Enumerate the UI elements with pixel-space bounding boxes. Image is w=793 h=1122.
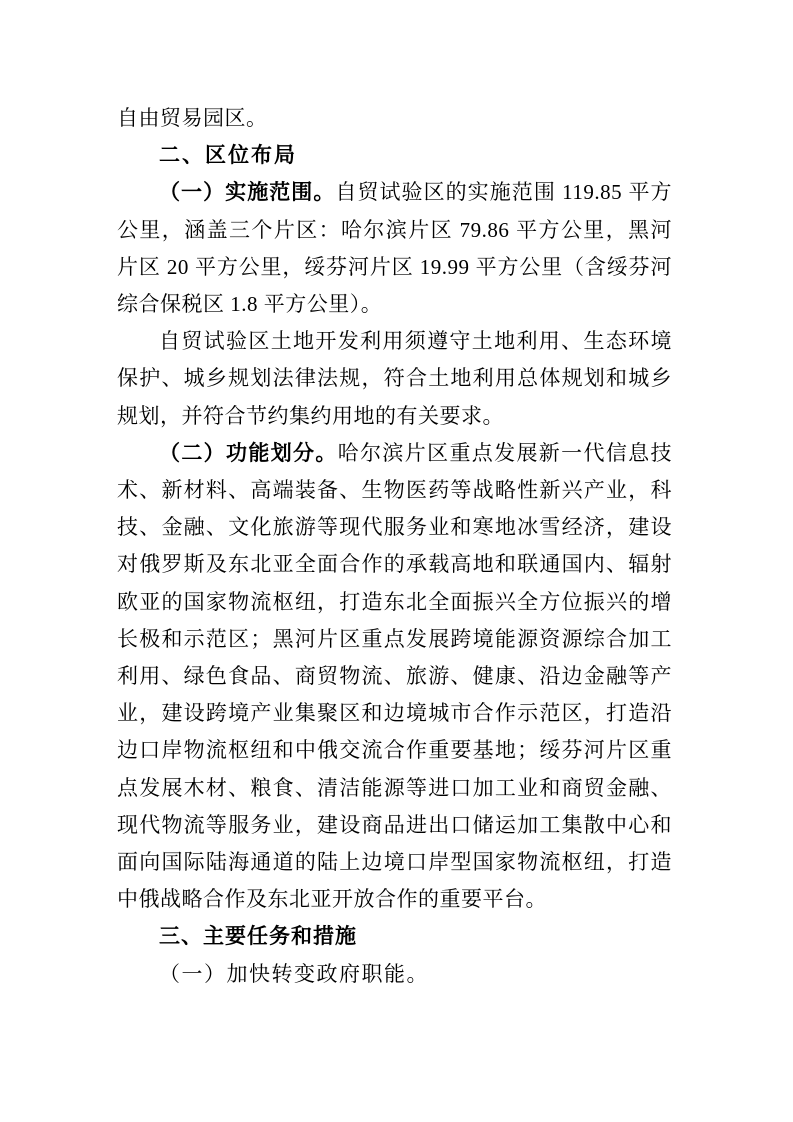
paragraph-lead-implementation-scope: （一）实施范围。 bbox=[159, 180, 336, 205]
paragraph-text-implementation-scope: 自贸试验区的实施范围 119.85 平方公里，涵盖三个片区：哈尔滨片区 79.86 平方公里，黑河片区 20 平方公里，绥芬河片区 19.99 平方公里（含绥芬河综合保税区 1.8 平方公里）。 bbox=[117, 180, 672, 317]
paragraph-continuation: 自由贸易园区。 bbox=[117, 106, 268, 130]
document-body bbox=[117, 100, 672, 993]
paragraph-text-functional-division: 哈尔滨片区重点发展新一代信息技术、新材料、高端装备、生物医药等战略性新兴产业，科技、金融、文化旅游等现代服务业和寒地冰雪经济，建设对俄罗斯及东北亚全面合作的承载高地和联通国内、辐射欧亚的国家物流枢纽，打造东北全面振兴全方位振兴的增长极和示范区；黑河片区重点发展跨境能源资源综合加工利用、绿色食品、商贸物流、旅游、健康、沿边金融等产业，建设跨境产业集聚区和边境城市合作示范区，打造沿边口岸物流枢纽和中俄交流合作重要基地；绥芬河片区重点发展木材、粮食、清洁能源等进口加工业和商贸金融、现代物流等服务业，建设商品进出口储运加工集散中心和面向国际陆海通道的陆上边境口岸型国家物流枢纽，打造中俄战略合作及东北亚开放合作的重要平台。 bbox=[117, 440, 673, 912]
paragraph-implementation-scope bbox=[117, 174, 672, 323]
section-heading-tasks-measures: 三、主要任务和措施 bbox=[159, 925, 357, 949]
paragraph-land-use: 自贸试验区土地开发利用须遵守土地利用、生态环境保护、城乡规划法律法规，符合土地利用总体规划和城乡规划，并符合节约集约用地的有关要求。 bbox=[117, 329, 672, 428]
section-heading-layout: 二、区位布局 bbox=[159, 143, 297, 168]
subheading-government-functions: （一）加快转变政府职能。 bbox=[159, 961, 429, 986]
paragraph-lead-functional-division: （二）功能划分。 bbox=[159, 440, 338, 465]
paragraph-functional-division bbox=[117, 435, 672, 919]
